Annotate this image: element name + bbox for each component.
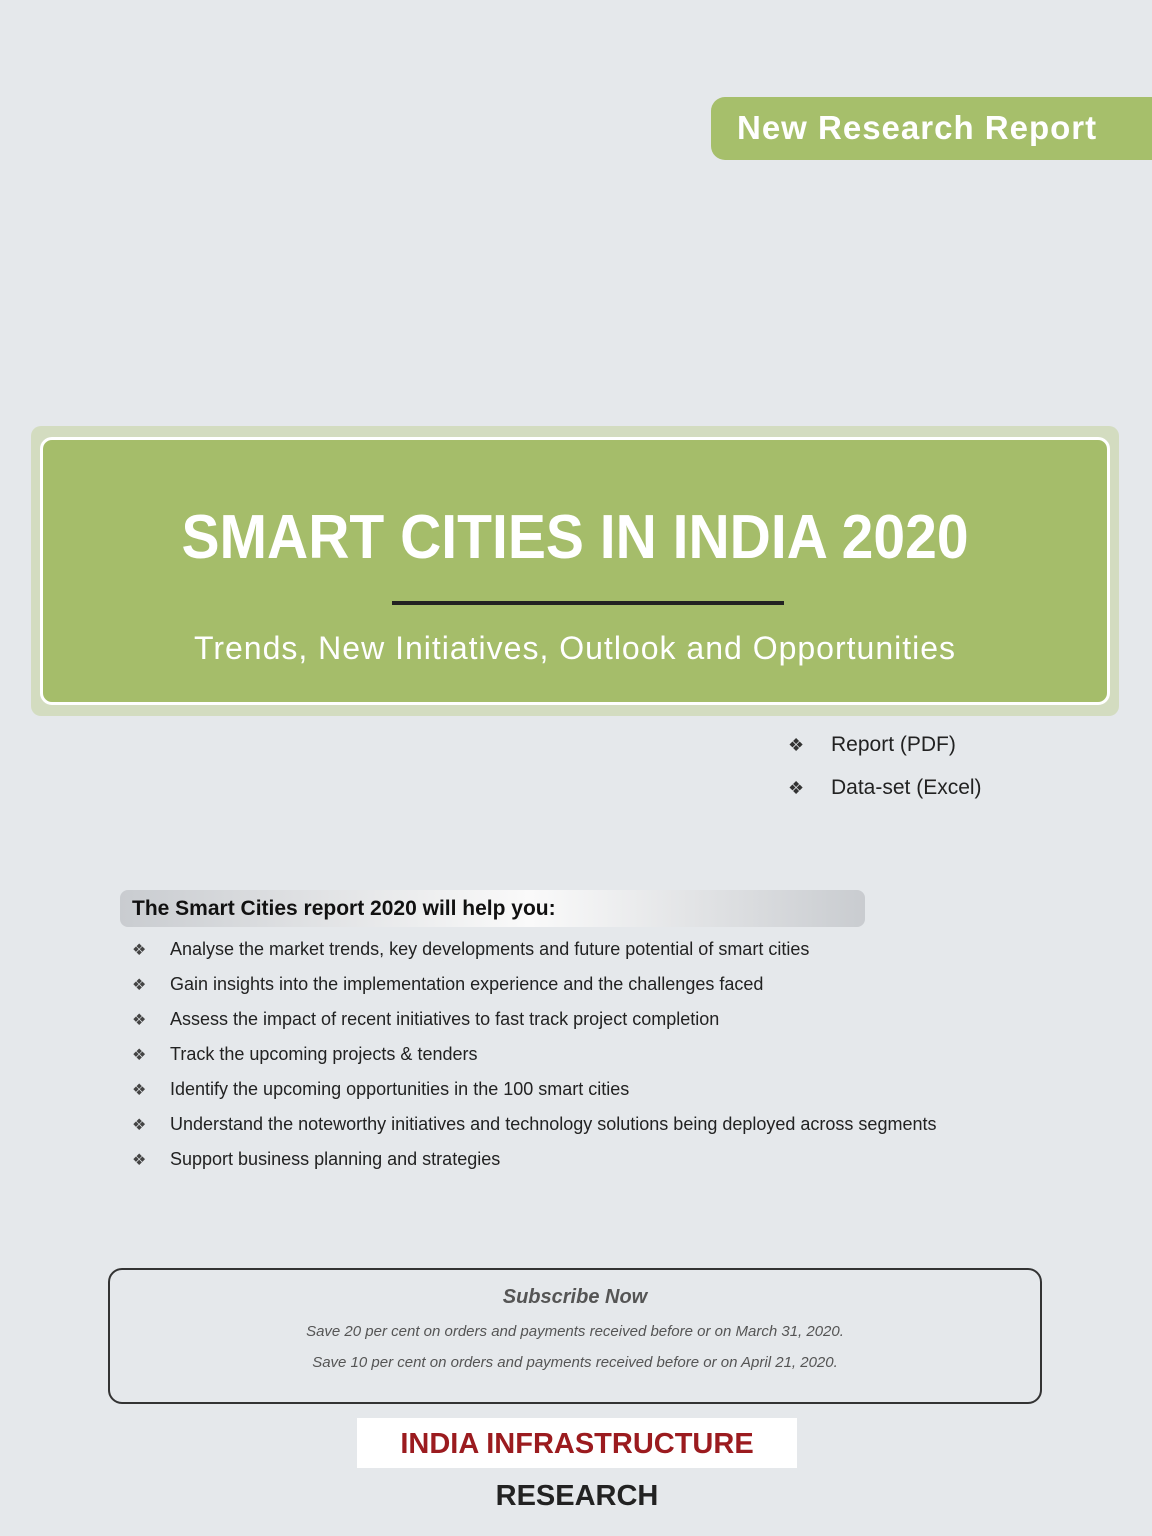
bullet-icon: ❖ [132, 942, 147, 959]
india-infrastructure-research-logo [357, 1418, 797, 1512]
report-subtitle: Trends, New Initiatives, Outlook and Opportunities [193, 630, 957, 666]
benefit-text: Track the upcoming projects & tenders [170, 1044, 478, 1064]
list-item [132, 936, 936, 971]
title-divider [392, 601, 784, 605]
format-label: Report (PDF) [831, 733, 956, 756]
list-item [132, 1146, 936, 1181]
bullet-icon: ❖ [788, 735, 805, 755]
format-item [788, 776, 982, 800]
logo-black-text: RESEARCH [495, 1480, 659, 1512]
bullet-icon: ❖ [788, 778, 805, 798]
benefit-text: Assess the impact of recent initiatives to fast track project completion [170, 1009, 720, 1029]
benefit-text: Gain insights into the implementation experience and the challenges faced [170, 974, 764, 994]
bullet-icon: ❖ [132, 1152, 147, 1169]
format-item [788, 733, 956, 757]
list-item [132, 1076, 936, 1111]
tag-label: New Research Report [737, 109, 1098, 146]
benefit-text: Analyse the market trends, key developments and future potential of smart cities [170, 939, 810, 959]
help-heading: The Smart Cities report 2020 will help you: [132, 897, 556, 920]
list-item [132, 1006, 936, 1041]
bullet-icon: ❖ [132, 1082, 147, 1099]
new-research-report-tag [711, 97, 1152, 160]
bullet-icon: ❖ [132, 977, 147, 994]
subscribe-offer: Save 10 per cent on orders and payments received before or on April 21, 2020. [312, 1354, 838, 1371]
list-item [132, 1041, 936, 1076]
title-banner [40, 437, 1110, 705]
list-item [132, 1111, 936, 1146]
help-heading-bar [120, 890, 865, 927]
bullet-icon: ❖ [132, 1012, 147, 1029]
format-label: Data-set (Excel) [831, 776, 982, 799]
logo-red-text: INDIA INFRASTRUCTURE [400, 1428, 754, 1460]
benefit-text: Support business planning and strategies [170, 1149, 501, 1169]
report-title: SMART CITIES IN INDIA 2020 [181, 503, 969, 572]
benefits-list [132, 936, 936, 1181]
list-item [132, 971, 936, 1006]
benefit-text: Identify the upcoming opportunities in the 100 smart cities [170, 1079, 630, 1099]
benefit-text: Understand the noteworthy initiatives and technology solutions being deployed across segments [170, 1114, 937, 1134]
subscribe-offer: Save 20 per cent on orders and payments received before or on March 31, 2020. [306, 1323, 844, 1340]
subscribe-heading: Subscribe Now [502, 1286, 648, 1308]
bullet-icon: ❖ [132, 1047, 147, 1064]
subscribe-box [108, 1268, 1042, 1404]
bullet-icon: ❖ [132, 1117, 147, 1134]
